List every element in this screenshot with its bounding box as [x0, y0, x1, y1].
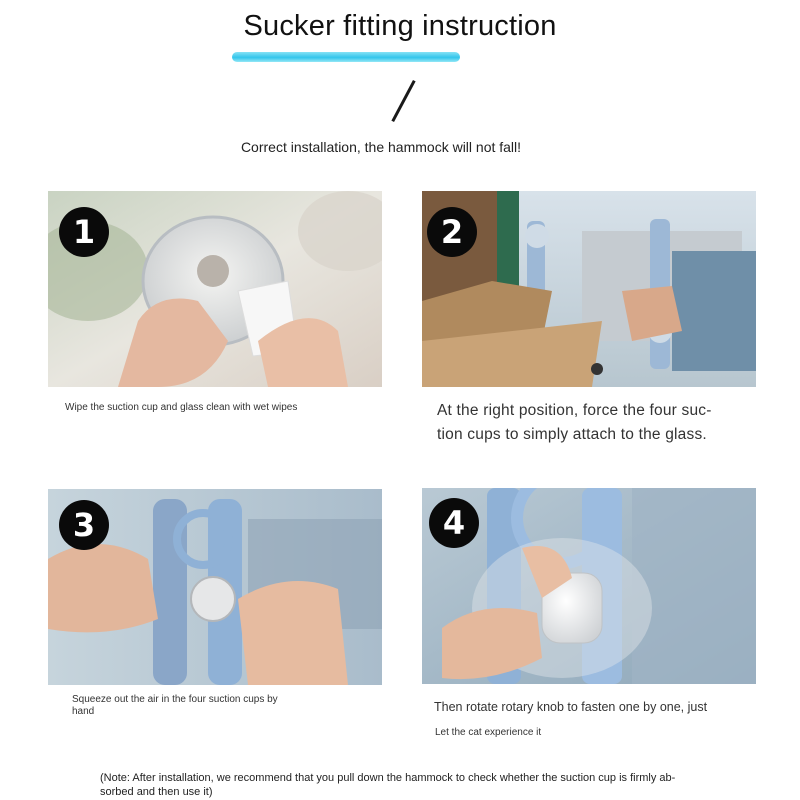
step-2-caption-line-2: tion cups to simply attach to the glass.	[437, 426, 707, 443]
page-subtitle: Correct installation, the hammock will not fall!	[240, 139, 522, 155]
installation-note-line-1: (Note: After installation, we recommend that you pull down the hammock to check whether the suction cup is firmly ab-	[100, 772, 676, 784]
page-title: Sucker fitting instruction	[243, 10, 557, 42]
step-4-badge: 4	[429, 498, 479, 548]
step-1-caption: Wipe the suction cup and glass clean with wet wipes	[65, 402, 298, 413]
step-4-caption-line-1: Then rotate rotary knob to fasten one by one, just	[434, 700, 708, 714]
step-3-badge: 3	[59, 500, 109, 550]
installation-note	[100, 771, 760, 799]
installation-note-line-2: sorbed and then use it)	[100, 786, 213, 798]
step-3-caption-line-2: hand	[72, 706, 95, 717]
step-2-caption-line-1: At the right position, force the four suc-	[437, 402, 712, 419]
title-underline-highlight	[232, 52, 460, 62]
step-3-caption-line-1: Squeeze out the air in the four suction cups by	[72, 694, 278, 705]
step-1-badge: 1	[59, 207, 109, 257]
step-2-badge: 2	[427, 207, 477, 257]
divider-slash	[391, 80, 415, 122]
step-4-caption-line-2: Let the cat experience it	[435, 727, 542, 738]
